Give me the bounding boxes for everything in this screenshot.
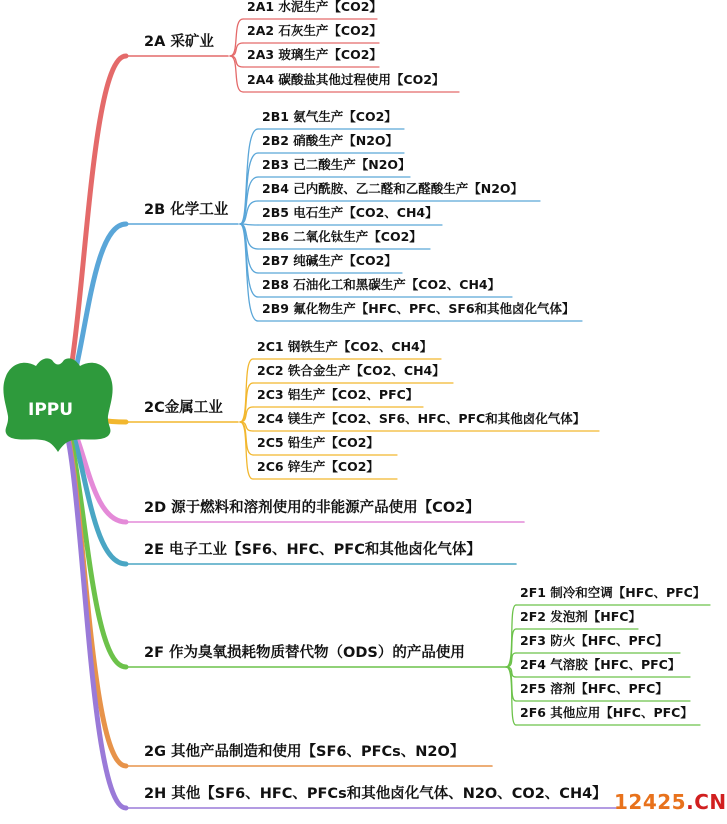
leaf-2b-8[interactable]: 2B8 石油化工和黑碳生产【CO2、CH4】: [262, 277, 501, 292]
watermark-domain: .CN: [686, 790, 727, 814]
leaf-2f-6-connector: [506, 667, 516, 725]
leaf-2a-3-connector: [230, 56, 243, 67]
leaf-2b-5[interactable]: 2B5 电石生产【CO2、CH4】: [262, 205, 438, 220]
leaf-2a-2-connector: [230, 43, 243, 56]
leaf-2b-3[interactable]: 2B3 己二酸生产【N2O】: [262, 157, 411, 172]
leaf-2c-5[interactable]: 2C5 铅生产【CO2】: [257, 435, 379, 450]
leaf-2f-1[interactable]: 2F1 制冷和空调【HFC、PFC】: [520, 585, 706, 600]
branch-2c-label[interactable]: 2C金属工业: [144, 400, 223, 416]
leaf-2b-1[interactable]: 2B1 氨气生产【CO2】: [262, 109, 397, 124]
branch-2h-connector: [56, 410, 126, 808]
leaf-2b-2[interactable]: 2B2 硝酸生产【N2O】: [262, 133, 399, 148]
leaf-2a-4[interactable]: 2A4 碳酸盐其他过程使用【CO2】: [247, 72, 445, 87]
leaf-2b-6[interactable]: 2B6 二氧化钛生产【CO2】: [262, 229, 422, 244]
leaf-2f-2[interactable]: 2F2 发泡剂【HFC】: [520, 609, 641, 624]
leaf-2a-3[interactable]: 2A3 玻璃生产【CO2】: [247, 47, 382, 62]
watermark-number: 12425: [614, 790, 687, 814]
leaf-2b-4[interactable]: 2B4 己内酰胺、乙二醛和乙醛酸生产【N2O】: [262, 181, 524, 196]
leaf-2f-4[interactable]: 2F4 气溶胶【HFC、PFC】: [520, 657, 681, 672]
leaf-2c-4[interactable]: 2C4 镁生产【CO2、SF6、HFC、PFC和其他卤化气体】: [257, 411, 586, 426]
leaf-2f-5[interactable]: 2F5 溶剂【HFC、PFC】: [520, 681, 668, 696]
leaf-2b-7[interactable]: 2B7 纯碱生产【CO2】: [262, 253, 397, 268]
branch-2f-label[interactable]: 2F 作为臭氧损耗物质替代物（ODS）的产品使用: [144, 645, 465, 661]
branch-2g-label[interactable]: 2G 其他产品制造和使用【SF6、PFCs、N2O】: [144, 744, 465, 760]
leaf-2c-2[interactable]: 2C2 铁合金生产【CO2、CH4】: [257, 363, 445, 378]
leaf-2a-1[interactable]: 2A1 水泥生产【CO2】: [247, 0, 382, 14]
branch-2a-label[interactable]: 2A 采矿业: [144, 34, 214, 50]
branch-2h-label[interactable]: 2H 其他【SF6、HFC、PFCs和其他卤化气体、N2O、CO2、CH4】: [144, 786, 607, 802]
leaf-2b-1-connector: [240, 129, 258, 224]
leaf-2b-3-connector: [240, 177, 258, 224]
leaf-2c-3[interactable]: 2C3 铝生产【CO2、PFC】: [257, 387, 419, 402]
site-watermark: [614, 792, 727, 812]
leaf-2c-3-connector: [240, 407, 253, 422]
branch-2d-label[interactable]: 2D 源于燃料和溶剂使用的非能源产品使用【CO2】: [144, 500, 480, 516]
root-label: IPPU: [28, 400, 74, 420]
leaf-2f-6[interactable]: 2F6 其他应用【HFC、PFC】: [520, 705, 693, 720]
branch-2g-connector: [56, 410, 126, 766]
branch-2e-label[interactable]: 2E 电子工业【SF6、HFC、PFC和其他卤化气体】: [144, 542, 481, 558]
branch-2a-connector: [56, 56, 126, 410]
leaf-2f-3[interactable]: 2F3 防火【HFC、PFC】: [520, 633, 668, 648]
leaf-2a-2[interactable]: 2A2 石灰生产【CO2】: [247, 23, 382, 38]
branch-2b-label[interactable]: 2B 化学工业: [144, 202, 229, 218]
leaf-2b-9[interactable]: 2B9 氟化物生产【HFC、PFC、SF6和其他卤化气体】: [262, 301, 575, 316]
leaf-2c-6[interactable]: 2C6 锌生产【CO2】: [257, 459, 379, 474]
leaf-2c-1[interactable]: 2C1 钢铁生产【CO2、CH4】: [257, 339, 433, 354]
